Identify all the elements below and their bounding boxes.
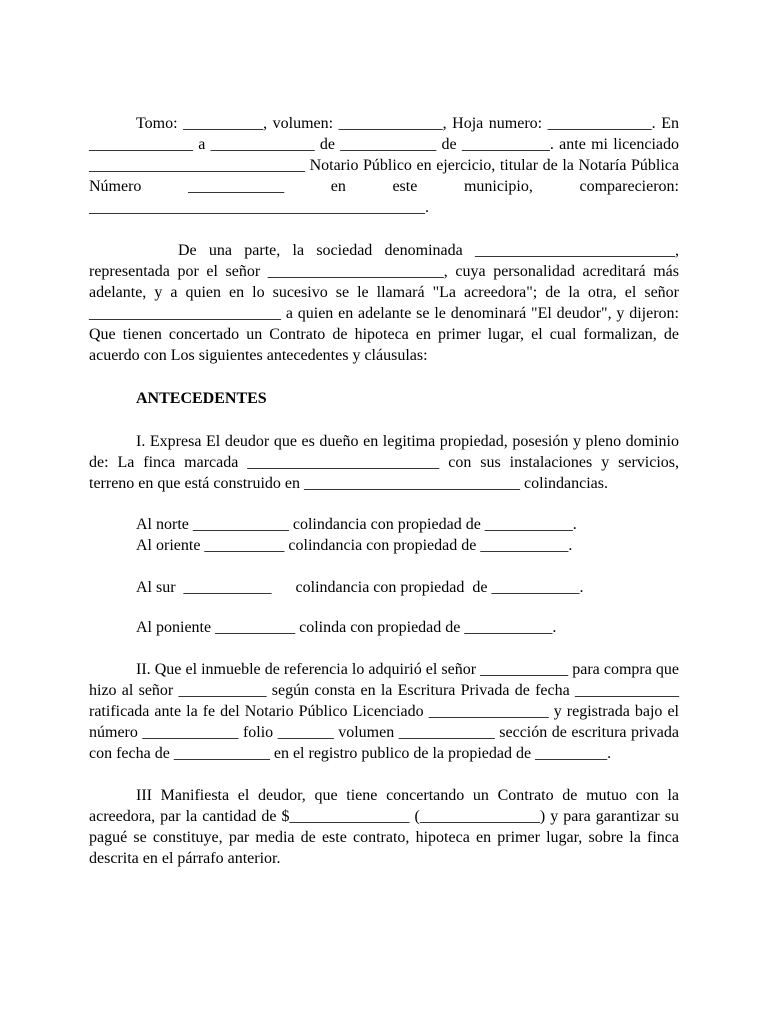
document-page xyxy=(89,113,679,869)
boundary-north-line: Al norte ____________ colindancia con propiedad de ___________. xyxy=(136,516,577,533)
boundary-west-line: Al poniente __________ colinda con propiedad de ___________. xyxy=(136,619,557,636)
antecedent-2-paragraph: II. Que el inmueble de referencia lo adquirió el señor ___________ para compra que hizo al señor ___________ según consta en la Escritura Privada de fecha _____________ ratificada ante la fe del Notario Público Licenciado _______________ y registrada bajo el número ____________ folio _______ volumen ____________ sección de escritura privada con fecha de ____________ en el registro publico de la propiedad de _________. xyxy=(89,661,679,762)
intro-paragraph: Tomo: __________, volumen: _____________, Hoja numero: _____________. En _____________ a _____________ de ____________ de ___________. ante mi licenciado ___________________________ Notario Público en ejercicio, titular de la Notaría Pública Número ____________ en este municipio, comparecieron: __________________________________________. xyxy=(89,115,679,216)
antecedent-1-paragraph: I. Expresa El deudor que es dueño en legitima propiedad, posesión y pleno dominio de: La finca marcada ________________________ con sus instalaciones y servicios, terreno en que está construido en ___________________________ colindancias. xyxy=(89,433,679,492)
antecedent-3-paragraph: III Manifiesta el deudor, que tiene concertando un Contrato de mutuo con la acreedora, par la cantidad de $_______________ (_______________) y para garantizar su pagué se constituye, par media de este contrato, hipoteca en primer lugar, sobre la finca descrita en el párrafo anterior. xyxy=(89,787,679,867)
section-heading: ANTECEDENTES xyxy=(136,390,267,407)
parties-paragraph: De una parte, la sociedad denominada _________________________, representada por el señor ______________________, cuya personalidad acreditará más adelante, y a quien en lo sucesivo se le llamará "La acreedora"; de la otra, el señor ________________________ a quien en adelante se le denominará "El deudor", y dijeron: Que tienen concertado un Contrato de hipoteca en primer lugar, el cual formalizan, de acuerdo con Los siguientes antecedentes y cláusulas: xyxy=(89,242,679,364)
boundary-east-line: Al oriente __________ colindancia con propiedad de ___________. xyxy=(136,537,573,554)
boundary-south-line: Al sur ___________ colindancia con propiedad de ___________. xyxy=(136,579,584,596)
